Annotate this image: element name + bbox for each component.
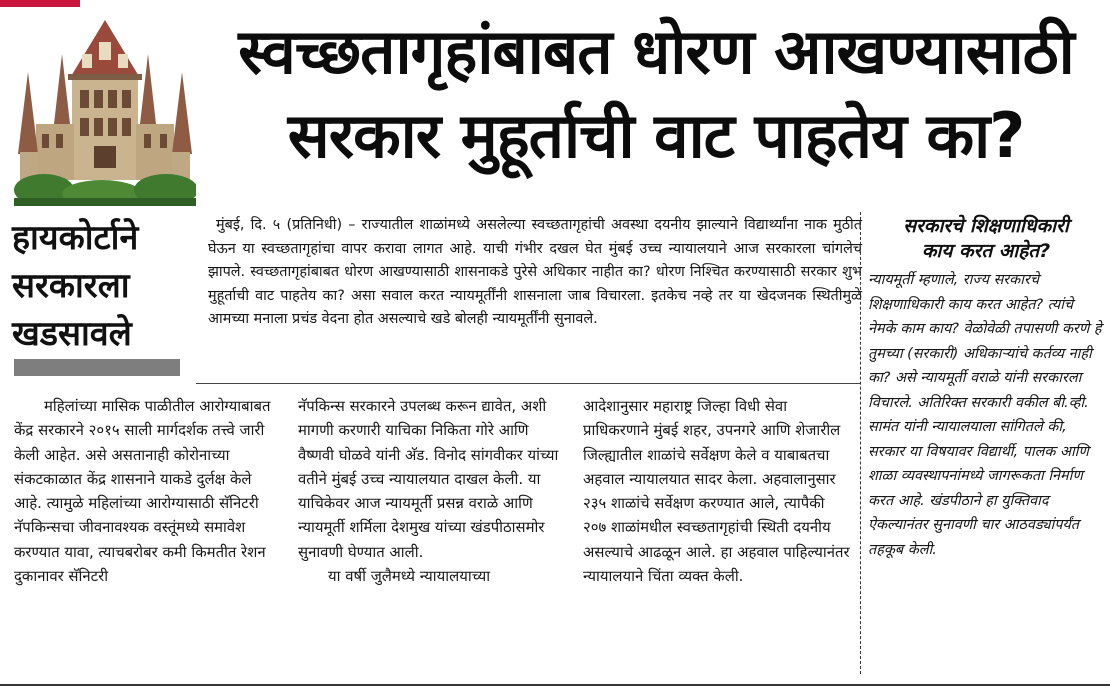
bottom-rule [0, 684, 1110, 686]
kicker-underline-bar [14, 359, 180, 376]
kicker-line-1: हायकोर्टाने [12, 218, 139, 258]
sidebar-divider [860, 212, 861, 674]
sidebar-title-line-2: काय करत आहेत? [921, 240, 1051, 262]
column-2-paragraph-2: या वर्षी जुलैमध्ये न्यायालयाच्या [328, 567, 491, 586]
headline-line-2: सरकार मुहूर्ताची वाट पाहतेय का? [287, 99, 1025, 172]
article-column-3 [583, 394, 851, 588]
sidebar-body-text: न्यायमूर्ती म्हणाले, राज्य सरकारचे शिक्षणाधिकारी काय करत आहेत? त्यांचे नेमके काम काय? वेळोवेळी तपासणी करणे हे तुमच्या (सरकारी) अधिकाऱ्यांचे कर्तव्य नाही का? असे न्यायमूर्ती वराळे यांनी सरकारला विचारले. अतिरिक्त सरकारी वकील बी.व्ही. सामंत यांनी न्यायालयाला सांगितले की, सरकार या विषयावर विद्यार्थी, पालक आणि शाळा व्यवस्थापनांमध्ये जागरूकता निर्माण करत आहे. खंडपीठाने हा युक्तिवाद ऐकल्यानंतर सुनावणी चार आठवड्यांपर्यंत तहकूब केली. [868, 272, 1102, 558]
column-3-text: आदेशानुसार महाराष्ट्र जिल्हा विधी सेवा प्राधिकरणाने मुंबई शहर, उपनगरे आणि शेजारील जिल्ह्यातील शाळांचे सर्वेक्षण केले व याबाबतचा अहवाल न्यायालयात सादर केला. अहवालानुसार २३५ शाळांचे सर्वेक्षण करण्यात आले, त्यापैकी २०७ शाळांमधील स्वच्छतागृहांची स्थिती दयनीय असल्याचे आढळून आले. हा अहवाल पाहिल्यानंतर न्यायालयाने चिंता व्यक्त केली. [583, 397, 850, 586]
article-column-1 [14, 394, 282, 588]
lead-text: मुंबई, दि. ५ (प्रतिनिधी) – राज्यातील शाळांमध्ये असलेल्या स्वच्छतागृहांची अवस्था दयनीय झाल्याने विद्यार्थ्यांना नाक मुठीत घेऊन या स्वच्छतागृहांचा वापर करावा लागत आहे. याची गंभीर दखल घेत मुंबई उच्च न्यायालयाने आज सरकारला चांगलेच झापले. स्वच्छतागृहांबाबत धोरण आखण्यासाठी शासनाकडे पुरेसे अधिकार नाहीत का? धोरण निश्चित करण्यासाठी सरकार शुभ मुहूर्ताची वाट पाहतेय का? असा सवाल करत न्यायमूर्तींनी शासनाला जाब विचारला. इतकेच नव्हे तर या खेदजनक स्थितीमुळे आमच्या मनाला प्रचंड वेदना होत असल्याचे खडे बोलही न्यायमूर्तींनी सुनावले. [208, 217, 862, 328]
lead-paragraph [208, 214, 862, 332]
sidebar-title-line-1: सरकारचे शिक्षणाधिकारी [903, 215, 1069, 237]
high-court-building-image [14, 14, 196, 206]
kicker-line-3: खडसावले [12, 314, 132, 354]
kicker [12, 214, 187, 358]
lead-divider [196, 383, 860, 384]
column-2-paragraph-1: नॅपकिन्स सरकारने उपलब्ध करून द्यावेत, अशी मागणी करणारी याचिका निकिता गोरे आणि वैष्णवी घोळवे यांनी अ‍ॅड. विनोद सांगवीकर यांच्या वतीने मुंबई उच्च न्यायालयात दाखल केली. या याचिकेवर आज न्यायमूर्ती प्रसन्न वराळे आणि न्यायमूर्ती शर्मिला देशमुख यांच्या खंडपीठासमोर सुनावणी घेण्यात आली. [298, 397, 559, 561]
sidebar-box [868, 214, 1104, 562]
sidebar-title [868, 214, 1104, 264]
column-1-text: महिलांच्या मासिक पाळीतील आरोग्याबाबत केंद्र सरकारने २०१५ साली मार्गदर्शक तत्त्वे जारी केली आहेत. असे असतानाही कोरोनाच्या संकटकाळात केंद्र शासनाने याकडे दुर्लक्ष केले आहे. त्यामुळे महिलांच्या आरोग्यासाठी सॅनिटरी नॅपकिन्सचा जीवनावश्यक वस्तूंमध्ये समावेश करण्यात यावा, त्याचबरोबर कमी किमतीत रेशन दुकानावर सॅनिटरी [14, 397, 271, 586]
headline-line-1: स्वच्छतागृहांबाबत धोरण आखण्यासाठी [238, 15, 1074, 88]
headline [206, 10, 1106, 178]
corner-accent [0, 0, 80, 7]
sidebar-body [868, 268, 1104, 562]
kicker-line-2: सरकारला [12, 266, 130, 306]
article-column-2 [298, 394, 568, 588]
